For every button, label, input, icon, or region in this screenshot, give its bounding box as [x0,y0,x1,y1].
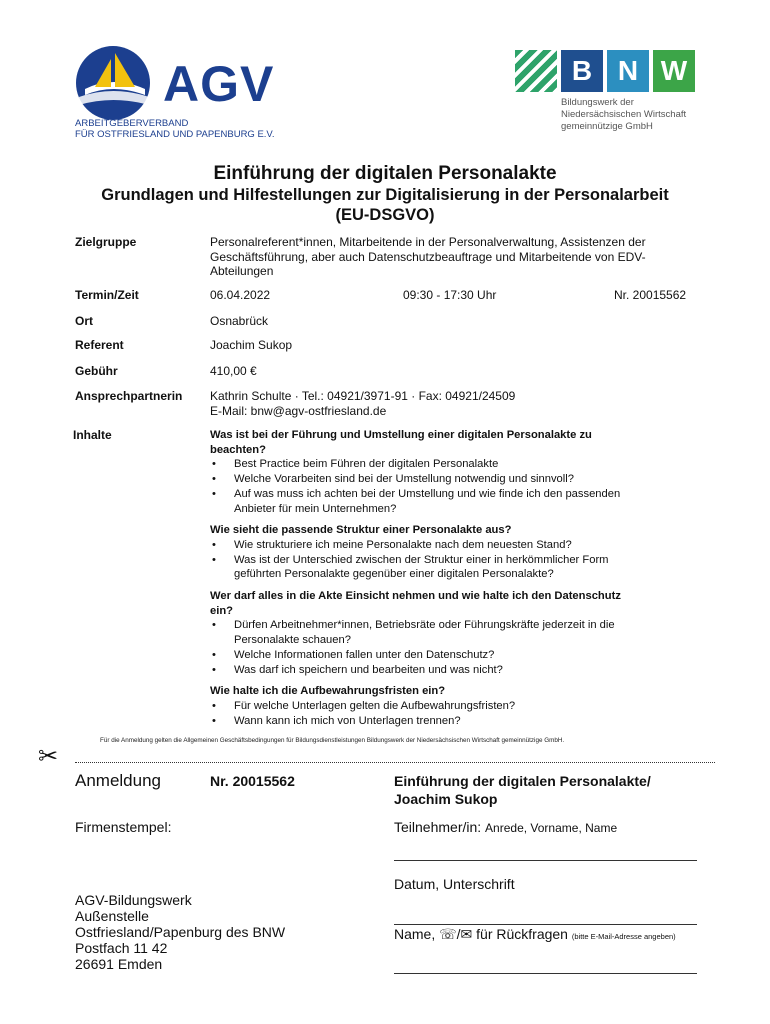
zielgruppe-value [210,235,700,279]
zielgruppe-label: Zielgruppe [75,235,137,249]
agv-wordmark: AGV [163,56,275,112]
sailboat-emblem-icon [75,45,151,121]
topic-group [210,589,695,677]
cut-line-divider [75,762,715,763]
scissors-icon: ✂ [38,743,59,770]
bnw-org-name: gemeinnützige GmbH [561,121,653,132]
topic-group [210,428,695,516]
list-item: • Welche Informationen fallen unter den Datenschutz? [210,648,695,663]
bnw-org-name: Niedersächsischen Wirtschaft [561,109,687,120]
list-item: • Wie strukturiere ich meine Personalakte nach dem neuesten Stand? [210,538,695,553]
address-line: Postfach 11 42 [75,940,168,956]
ansprech-label: Ansprechpartnerin [75,389,183,403]
bnw-stripes-icon [515,50,557,92]
bnw-logo [515,50,705,145]
ort-label: Ort [75,314,93,328]
teilnehmer-field[interactable] [394,860,697,861]
termin-label: Termin/Zeit [75,288,139,302]
topic-list [210,618,695,677]
list-item: • Wann kann ich mich von Unterlagen trennen? [210,714,695,729]
address-line: Außenstelle [75,908,149,924]
topic-list [210,538,695,582]
teilnehmer-label-text: Teilnehmer/in: [394,819,482,835]
registration-title: Einführung der digitalen Personalakte/ [394,773,651,789]
topic-heading: Wer darf alles in die Akte Einsicht nehmen und wie halte ich den Datenschutz ein? [210,590,621,617]
bnw-org-name: Bildungswerk der [561,97,634,108]
list-item: • Best Practice beim Führen der digitalen Personalakte [210,457,695,472]
page-subtitle: Grundlagen und Hilfestellungen zur Digitalisierung in der Personalarbeit [101,186,669,204]
contact-hint: (bitte E-Mail-Adresse angeben) [571,932,676,941]
firmenstempel-label: Firmenstempel: [75,819,172,835]
bnw-letter-b: B [561,50,603,92]
list-item: • Welche Vorarbeiten sind bei der Umstellung notwendig und sinnvoll? [210,472,695,487]
teilnehmer-hint: Anrede, Vorname, Name [485,821,618,835]
registration-title: Joachim Sukop [394,791,498,807]
bnw-letter-n: N [607,50,649,92]
list-item: • Für welche Unterlagen gelten die Aufbewahrungsfristen? [210,699,695,714]
contact-label-text: Name, ☏/✉ für Rückfragen [394,926,568,942]
zielgruppe-line: Personalreferent*innen, Mitarbeitende in der Personalverwaltung, Assistenzen der [210,235,646,249]
termin-time: 09:30 - 17:30 Uhr [403,288,497,302]
teilnehmer-label [394,819,617,835]
inhalte-label: Inhalte [73,428,112,442]
page-title: Einführung der digitalen Personalakte [213,163,557,184]
agv-org-name: ARBEITGEBERVERBAND [75,118,189,129]
list-item: • Auf was muss ich achten bei der Umstellung und wie finde ich den passenden Anbieter für mein Unternehmen? [210,487,695,516]
page-subtitle: (EU-DSGVO) [335,206,435,224]
topic-list [210,457,695,516]
address-block [75,892,285,972]
address-line: AGV-Bildungswerk [75,892,192,908]
agv-org-name: FÜR OSTFRIESLAND UND PAPENBURG E.V. [75,129,275,140]
signature-field[interactable] [394,924,697,925]
bnw-letter-w: W [653,50,695,92]
topic-heading: Wie sieht die passende Struktur einer Personalakte aus? [210,524,512,537]
topic-group [210,684,695,728]
zielgruppe-line: Abteilungen [210,264,274,278]
agv-logo [75,45,300,140]
course-number: Nr. 20015562 [614,288,687,302]
registration-number: Nr. 20015562 [210,773,295,789]
ort-value: Osnabrück [210,314,269,328]
referent-label: Referent [75,338,124,352]
inhalte-content [210,428,695,735]
gebuehr-label: Gebühr [75,364,118,378]
ansprech-email[interactable]: E-Mail: bnw@agv-ostfriesland.de [210,403,387,418]
agb-note: Für die Anmeldung gelten die Allgemeinen Geschäftsbedingungen für Bildungsdienstleistungen Bildungswerk der Niedersächsischen Wirtschaft gemeinnützige GmbH. [100,737,565,744]
topic-heading: Was ist bei der Führung und Umstellung einer digitalen Personalakte zu beachten? [210,429,592,456]
topic-list [210,699,695,728]
topic-group [210,523,695,582]
address-line: Ostfriesland/Papenburg des BNW [75,924,286,940]
ansprech-value [210,389,700,418]
referent-value: Joachim Sukop [210,338,293,352]
contact-field[interactable] [394,973,697,974]
address-line: 26691 Emden [75,956,163,972]
registration-label: Anmeldung [75,771,162,790]
zielgruppe-line: Geschäftsführung, aber auch Datenschutzbeauftrage und Mitarbeitende von EDV- [210,249,646,264]
gebuehr-value: 410,00 € [210,364,257,378]
list-item: • Was darf ich speichern und bearbeiten und was nicht? [210,663,695,678]
contact-label [394,926,676,943]
termin-date: 06.04.2022 [210,288,271,302]
list-item: • Dürfen Arbeitnehmer*innen, Betriebsräte oder Führungskräfte jederzeit in die Personalakte schauen? [210,618,695,647]
topic-heading: Wie halte ich die Aufbewahrungsfristen ein? [210,685,446,698]
ansprech-contact: Kathrin Schulte · Tel.: 04921/3971-91 · Fax: 04921/24509 [210,389,516,403]
list-item: • Was ist der Unterschied zwischen der Struktur einer in herkömmlicher Form geführten Personalakte gegenüber einer digitalen Personalakte? [210,553,695,582]
datum-label: Datum, Unterschrift [394,876,515,892]
